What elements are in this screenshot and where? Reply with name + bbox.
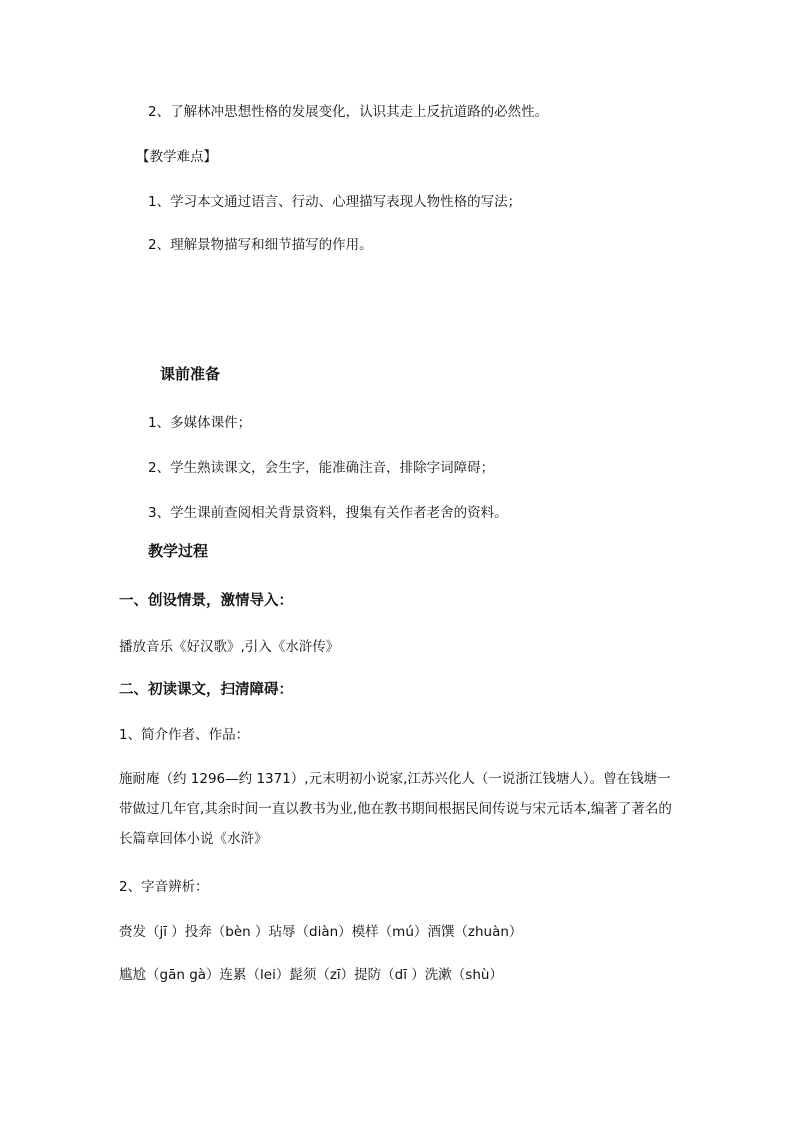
author-intro-heading: 1、简介作者、作品： — [119, 727, 250, 743]
pronunciation-row-2: 尴尬（gān gà）连累（lei）髭须（zī）提防（dī ）洗漱（shù） — [119, 967, 503, 983]
pronunciation-heading: 2、字音辨析： — [119, 879, 209, 895]
preparation-item-1: 1、多媒体课件； — [148, 415, 252, 431]
teaching-goal-2: 2、了解林冲思想性格的发展变化，认识其走上反抗道路的必然性。 — [148, 104, 549, 120]
preparation-item-2: 2、学生熟读课文，会生字，能准确注音，排除字词障碍； — [148, 460, 495, 476]
section-1-text: 播放音乐《好汉歌》,引入《水浒传》 — [119, 639, 340, 655]
difficulty-heading: 【教学难点】 — [136, 149, 217, 165]
author-intro-paragraph: 施耐庵（约 1296—约 1371）,元末明初小说家,江苏兴化人（一说浙江钱塘人）。曾在钱塘一带做过几年官,其余时间一直以教书为业,他在教书期间根据民间传说与宋元话本,编著了著名的长篇章回体小说《水浒》 — [119, 771, 672, 847]
preparation-item-3: 3、学生课前查阅相关背景资料，搜集有关作者老舍的资料。 — [148, 505, 508, 521]
section-1-heading: 一、创设情景，激情导入： — [119, 593, 293, 609]
pronunciation-row-1: 赍发（jī ）投奔（bèn ）玷辱（diàn）模样（mú）酒馔（zhuàn） — [119, 924, 523, 940]
teaching-process-heading: 教学过程 — [148, 542, 209, 560]
section-2-heading: 二、初读课文，扫清障碍： — [119, 682, 293, 698]
difficulty-item-2: 2、理解景物描写和细节描写的作用。 — [148, 237, 373, 253]
difficulty-item-1: 1、学习本文通过语言、行动、心理描写表现人物性格的写法； — [148, 194, 522, 210]
preparation-heading: 课前准备 — [160, 365, 221, 383]
